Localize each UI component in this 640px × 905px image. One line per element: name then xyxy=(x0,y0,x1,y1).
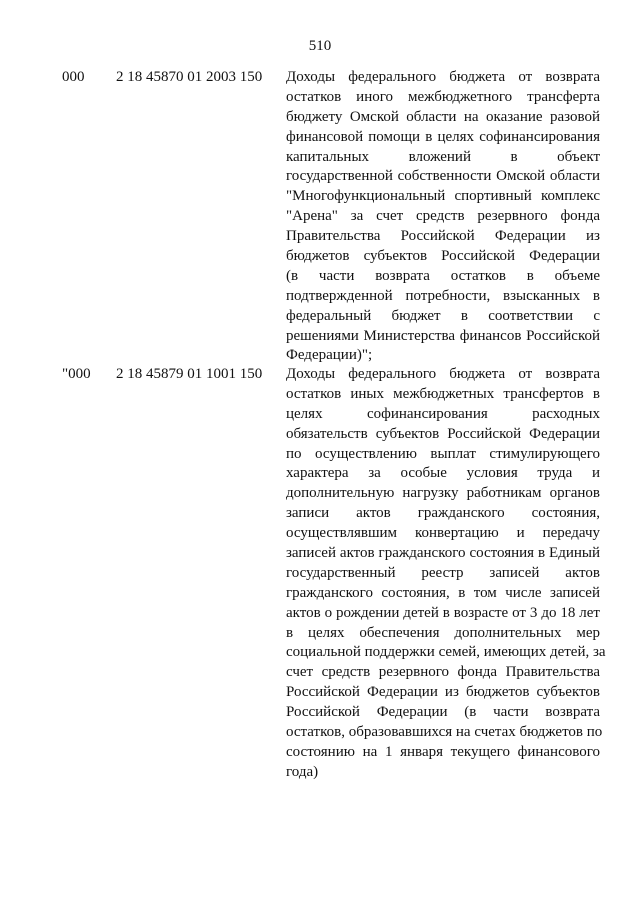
description-line: финансовой помощи в целях софинансирования xyxy=(286,128,600,145)
description-line: (в части возврата остатков в объеме xyxy=(286,267,600,284)
admin-code: 000 xyxy=(62,69,85,85)
description-line: дополнительную нагрузку работникам органов xyxy=(286,485,600,502)
description-line: по осуществлению выплат стимулирующего xyxy=(286,445,600,462)
description-line: Доходы федерального бюджета от возврата xyxy=(286,366,600,382)
description-line: записей актов гражданского состояния в Единый xyxy=(286,545,600,562)
description-line: Российской Федерации из бюджетов субъектов xyxy=(286,684,600,701)
kbk-code: 2 18 45879 01 1001 150 xyxy=(116,366,263,382)
description-line: федеральный бюджет в соответствии с xyxy=(286,307,600,324)
description-line: характера за особые условия труда и xyxy=(286,465,600,482)
description-line: социальной поддержки семей, имеющих детей, за xyxy=(286,644,606,661)
income-description xyxy=(286,365,606,783)
description-line: Правительства Российской Федерации из xyxy=(286,228,600,245)
description-line: состоянию на 1 января текущего финансового xyxy=(286,743,600,760)
admin-code: "000 xyxy=(62,366,91,382)
description-line: Российской Федерации (в части возврата xyxy=(286,704,600,721)
description-line: целях софинансирования расходных xyxy=(286,405,600,422)
description-line: "Арена" за счет средств резервного фонда xyxy=(286,208,600,225)
description-line: решениями Министерства финансов Российской xyxy=(286,327,600,344)
description-line: года) xyxy=(286,763,319,780)
description-line: бюджетов субъектов Российской Федерации xyxy=(286,248,600,265)
description-line: остатков иного межбюджетного трансферта xyxy=(286,88,600,105)
description-line: актов о рождении детей в возрасте от 3 до 18 лет xyxy=(286,604,600,621)
description-line: гражданского состояния, в том числе записей xyxy=(286,584,600,601)
description-line: записи актов гражданского состояния, xyxy=(286,505,600,522)
description-line: обязательств субъектов Российской Федерации xyxy=(286,425,600,442)
description-line: Федерации)"; xyxy=(286,347,373,364)
description-line: государственной собственности Омской области xyxy=(286,168,600,185)
description-line: остатков иных межбюджетных трансфертов в xyxy=(286,385,600,402)
description-line: осуществлявшим конвертацию и передачу xyxy=(286,525,600,542)
kbk-code: 2 18 45870 01 2003 150 xyxy=(116,69,263,85)
description-line: остатков, образовавшихся на счетах бюджетов по xyxy=(286,724,603,741)
description-line: счет средств резервного фонда Правительства xyxy=(286,664,600,681)
description-line: в целях обеспечения дополнительных мер xyxy=(286,624,600,641)
description-line: бюджету Омской области на оказание разовой xyxy=(286,108,600,125)
description-line: подтвержденной потребности, взысканных в xyxy=(286,287,600,304)
page-number: 510 xyxy=(308,38,332,54)
description-line: государственный реестр записей актов xyxy=(286,564,600,581)
description-line: Доходы федерального бюджета от возврата xyxy=(286,69,600,85)
description-line: "Многофункциональный спортивный комплекс xyxy=(286,188,600,205)
description-line: капитальных вложений в объект xyxy=(286,148,600,165)
income-description xyxy=(286,68,600,366)
